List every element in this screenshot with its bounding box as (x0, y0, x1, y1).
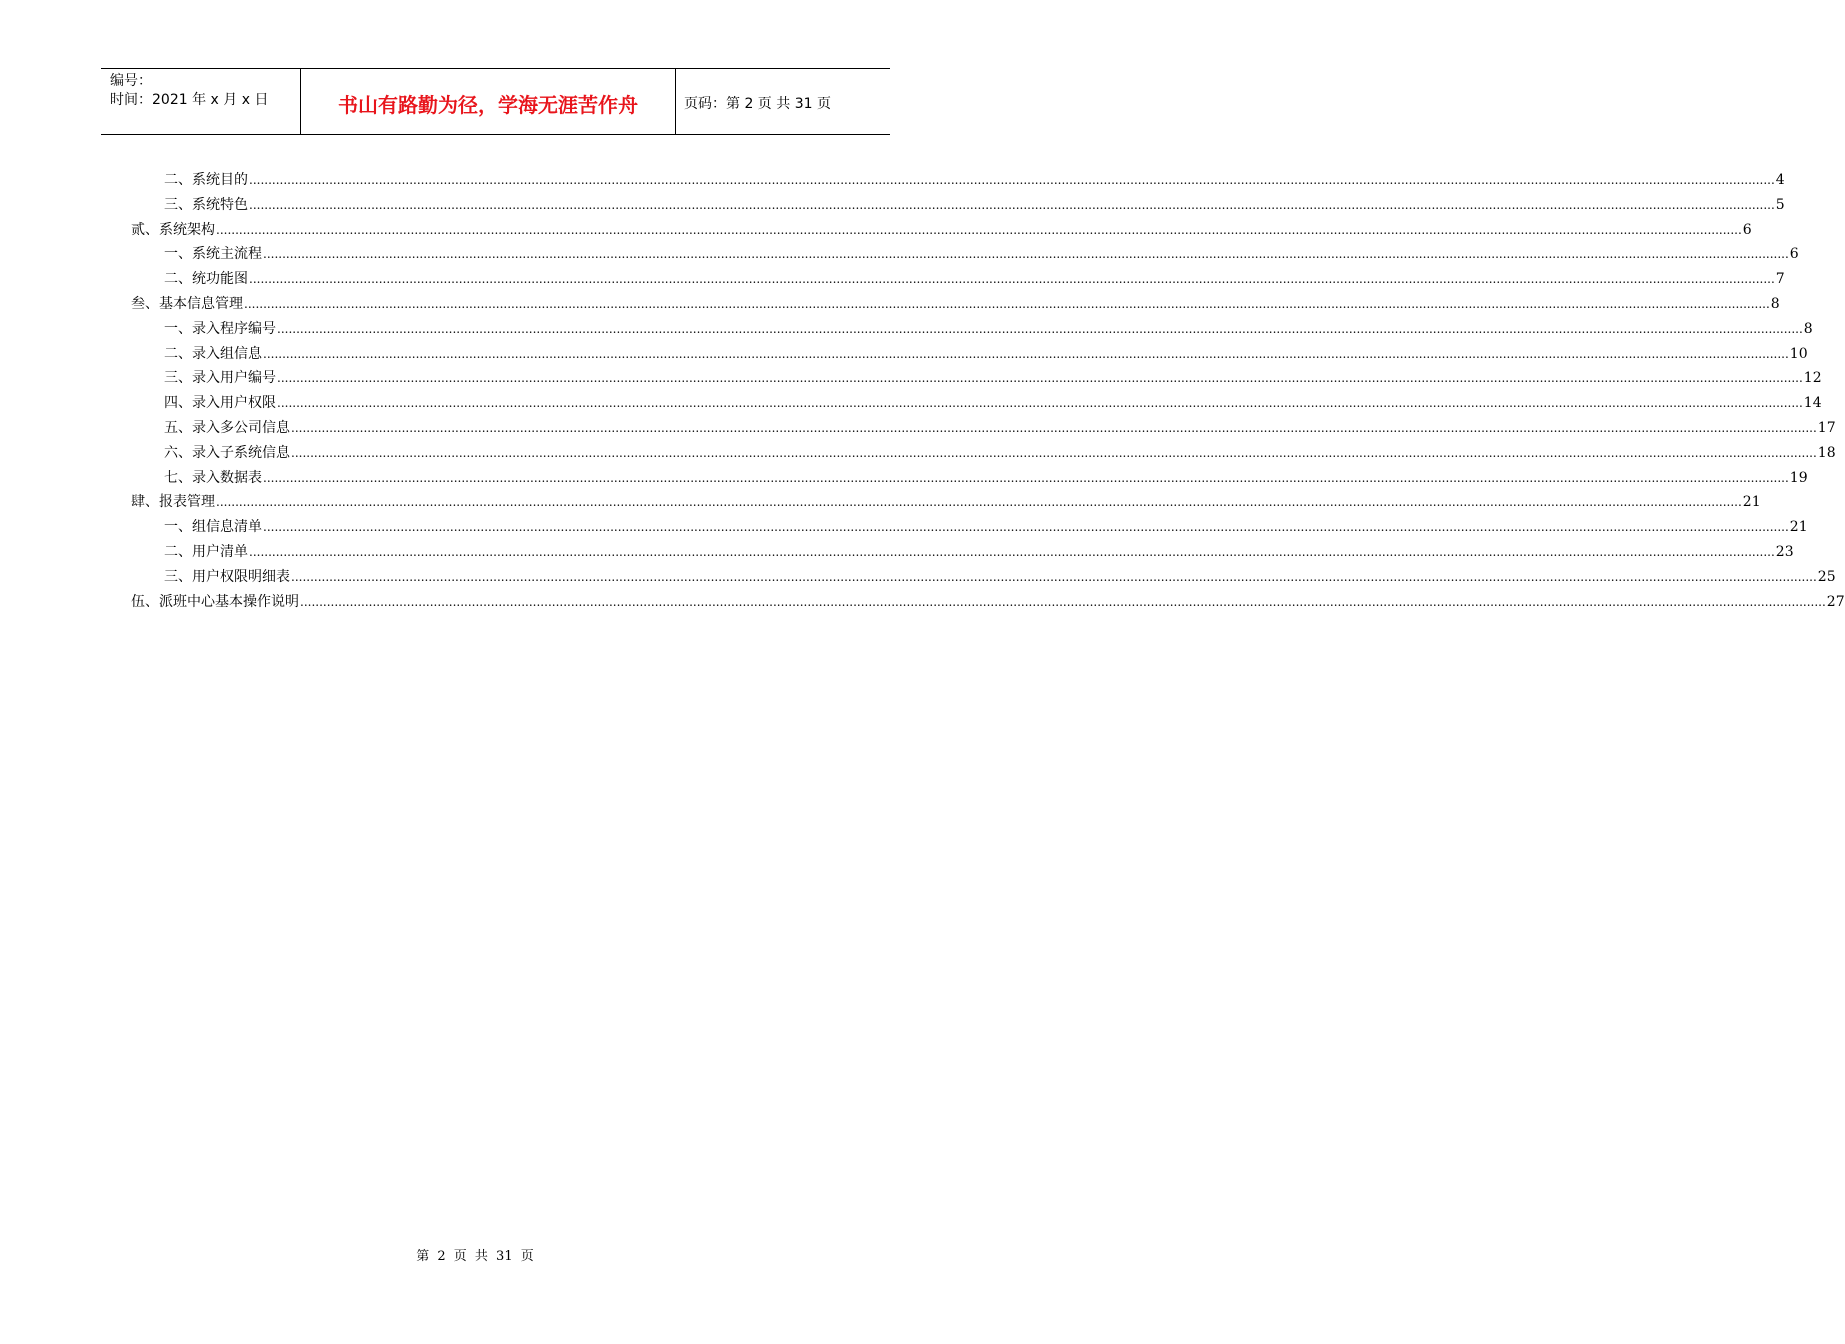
toc-entry-page: 12 (1803, 370, 1822, 387)
header-page-info: 页码：第 2 页 共 31 页 (684, 95, 831, 112)
toc-entry-title: 一、组信息清单 (164, 519, 262, 536)
page-header (101, 68, 890, 135)
toc-entry-page: 19 (1789, 469, 1808, 486)
toc-entry[interactable] (164, 565, 1836, 589)
toc-leader-dots: ................................................................................................................................................................................................................................................................................................................................................................................................................ (277, 321, 1803, 336)
toc-entry[interactable] (164, 317, 1813, 341)
toc-entry[interactable] (131, 590, 1845, 614)
toc-entry[interactable] (164, 193, 1785, 217)
toc-entry-page: 27 (1826, 593, 1845, 610)
toc-entry-title: 七、录入数据表 (164, 469, 262, 486)
toc-leader-dots: ................................................................................................................................................................................................................................................................................................................................................................................................................ (216, 222, 1742, 237)
toc-entry-page: 14 (1803, 395, 1822, 412)
toc-entry[interactable] (164, 466, 1808, 490)
number-label: 编号： (110, 73, 152, 89)
toc-entry-page: 21 (1789, 519, 1808, 536)
toc-leader-dots: ................................................................................................................................................................................................................................................................................................................................................................................................................ (277, 371, 1803, 386)
toc-entry[interactable] (164, 391, 1822, 415)
toc-entry[interactable] (164, 267, 1785, 291)
toc-entry-title: 五、录入多公司信息 (164, 420, 290, 436)
toc-leader-dots: ................................................................................................................................................................................................................................................................................................................................................................................................................ (249, 173, 1775, 187)
toc-entry-page: 8 (1803, 320, 1813, 337)
toc-entry-page: 5 (1775, 196, 1785, 213)
toc-leader-dots: ................................................................................................................................................................................................................................................................................................................................................................................................................ (263, 520, 1789, 535)
toc-entry[interactable] (131, 292, 1780, 316)
toc-entry[interactable] (131, 218, 1752, 242)
toc-entry-title: 二、录入组信息 (164, 345, 262, 362)
toc-entry-page: 23 (1775, 544, 1794, 560)
toc-leader-dots: ................................................................................................................................................................................................................................................................................................................................................................................................................ (277, 396, 1803, 411)
time-label: 时间：2021 年 x 月 x 日 (110, 92, 269, 108)
toc-entry[interactable] (164, 342, 1808, 366)
toc-entry[interactable] (164, 540, 1794, 564)
toc-leader-dots: ................................................................................................................................................................................................................................................................................................................................................................................................................ (291, 445, 1817, 460)
toc-entry-page: 17 (1817, 420, 1836, 436)
toc-leader-dots: ................................................................................................................................................................................................................................................................................................................................................................................................................ (249, 272, 1775, 287)
toc-entry-page: 25 (1817, 568, 1836, 585)
toc-entry[interactable] (164, 168, 1785, 192)
header-motto: 书山有路勤为径，学海无涯苦作舟 (301, 69, 676, 134)
toc-entry-title: 三、系统特色 (164, 196, 248, 213)
toc-leader-dots: ................................................................................................................................................................................................................................................................................................................................................................................................................ (263, 346, 1789, 361)
toc-leader-dots: ................................................................................................................................................................................................................................................................................................................................................................................................................ (291, 569, 1817, 584)
toc-entry-title: 六、录入子系统信息 (164, 444, 290, 461)
toc-entry-title: 一、系统主流程 (164, 246, 262, 263)
toc-entry-page: 6 (1789, 246, 1799, 263)
toc-leader-dots: ................................................................................................................................................................................................................................................................................................................................................................................................................ (263, 247, 1789, 262)
toc-entry-title: 二、统功能图 (164, 271, 248, 288)
toc-leader-dots: ................................................................................................................................................................................................................................................................................................................................................................................................................ (216, 495, 1742, 510)
toc-entry-page: 7 (1775, 271, 1785, 288)
toc-entry[interactable] (164, 416, 1836, 440)
toc-entry-title: 一、录入程序编号 (164, 320, 276, 337)
toc-entry[interactable] (164, 242, 1799, 266)
toc-entry-page: 21 (1742, 494, 1761, 511)
page-footer: 第 2 页 共 31 页 (416, 1249, 534, 1264)
toc-entry-page: 18 (1817, 444, 1836, 461)
toc-leader-dots: ................................................................................................................................................................................................................................................................................................................................................................................................................ (244, 297, 1770, 311)
header-left-cell (101, 69, 301, 134)
toc-entry-title: 二、系统目的 (164, 172, 248, 188)
toc-leader-dots: ................................................................................................................................................................................................................................................................................................................................................................................................................ (263, 470, 1789, 485)
toc-entry-title: 伍、派班中心基本操作说明 (131, 593, 299, 610)
toc-leader-dots: ................................................................................................................................................................................................................................................................................................................................................................................................................ (249, 197, 1775, 212)
toc-entry[interactable] (164, 366, 1822, 390)
toc-entry[interactable] (164, 515, 1808, 539)
toc-entry-page: 6 (1742, 221, 1752, 238)
toc-entry-page: 8 (1770, 296, 1780, 312)
toc-entry-title: 三、用户权限明细表 (164, 568, 290, 585)
toc-entry-title: 叁、基本信息管理 (131, 296, 243, 312)
toc-leader-dots: ................................................................................................................................................................................................................................................................................................................................................................................................................ (291, 421, 1817, 435)
toc-entry-page: 4 (1775, 172, 1785, 188)
toc-entry-page: 10 (1789, 345, 1808, 362)
toc-entry[interactable] (164, 441, 1836, 465)
toc-entry[interactable] (131, 490, 1761, 514)
toc-entry-title: 四、录入用户权限 (164, 395, 276, 412)
toc-entry-title: 三、录入用户编号 (164, 370, 276, 387)
toc-leader-dots: ................................................................................................................................................................................................................................................................................................................................................................................................................ (300, 594, 1826, 609)
toc-entry-title: 肆、报表管理 (131, 494, 215, 511)
toc-entry-title: 二、用户清单 (164, 544, 248, 560)
toc-leader-dots: ................................................................................................................................................................................................................................................................................................................................................................................................................ (249, 545, 1775, 559)
toc-entry-title: 贰、系统架构 (131, 221, 215, 238)
